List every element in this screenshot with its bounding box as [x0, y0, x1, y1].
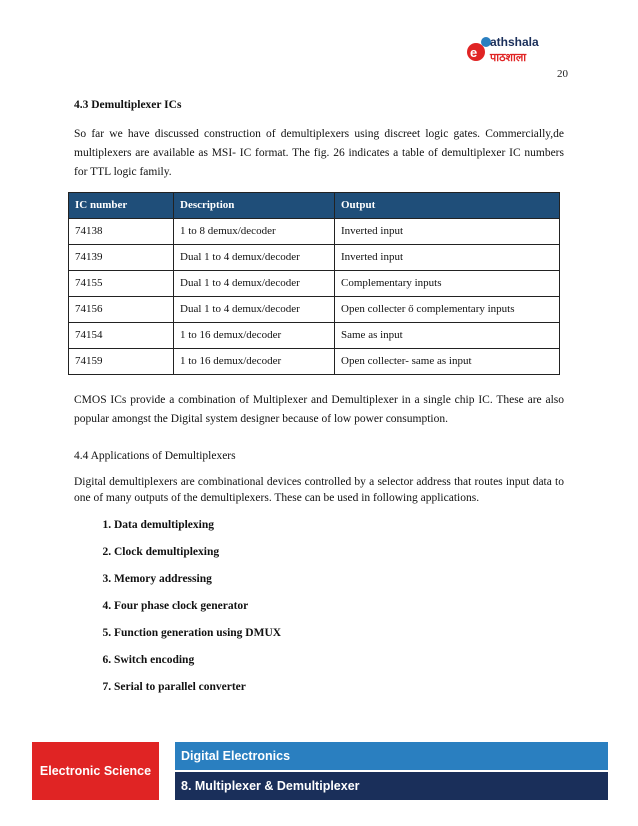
table-cell: Inverted input [335, 219, 560, 245]
table-row [69, 245, 560, 271]
page-number: 20 [557, 68, 568, 80]
svg-text:e: e [470, 45, 478, 60]
epathshala-logo [466, 30, 576, 70]
footer-subject: Electronic Science [32, 742, 159, 800]
table-cell: Open collecter ő complementary inputs [335, 297, 560, 323]
page-footer [32, 742, 608, 800]
list-item: 5. Function generation using DMUX [114, 624, 564, 643]
list-item: 6. Switch encoding [114, 651, 564, 670]
table-row [69, 323, 560, 349]
logo-english-text: athshala [490, 35, 539, 49]
header-description: Description [174, 193, 335, 219]
applications-paragraph: Digital demultiplexers are combinational devices controlled by a selector address that routes input data to one of many outputs of the demultiplexers. These can be used in following applications. [74, 476, 564, 504]
section-heading-4-3: 4.3 Demultiplexer ICs [74, 99, 182, 111]
table-cell: 74156 [69, 297, 174, 323]
table-cell: 74159 [69, 349, 174, 375]
list-item: 3. Memory addressing [114, 570, 564, 589]
header-ic-number: IC number [69, 193, 174, 219]
table-row [69, 219, 560, 245]
table-cell: Complementary inputs [335, 271, 560, 297]
table-header-row [69, 193, 560, 219]
list-item: 7. Serial to parallel converter [114, 678, 564, 697]
list-item: 1. Data demultiplexing [114, 516, 564, 535]
table-cell: Dual 1 to 4 demux/decoder [174, 297, 335, 323]
table-cell: 1 to 16 demux/decoder [174, 349, 335, 375]
list-item: 2. Clock demultiplexing [114, 543, 564, 562]
header-output: Output [335, 193, 560, 219]
cmos-paragraph: CMOS ICs provide a combination of Multiplexer and Demultiplexer in a single chip IC. These are also popular amongst the Digital system designer because of low power consumption. [74, 394, 564, 425]
table-cell: 74138 [69, 219, 174, 245]
table-cell: Same as input [335, 323, 560, 349]
table-cell: Open collecter- same as input [335, 349, 560, 375]
table-cell: 74155 [69, 271, 174, 297]
table-cell: Dual 1 to 4 demux/decoder [174, 271, 335, 297]
table-row [69, 271, 560, 297]
main-content [74, 96, 564, 705]
applications-list [74, 516, 564, 697]
footer-module-title: 8. Multiplexer & Demultiplexer [175, 772, 608, 800]
table-row [69, 349, 560, 375]
intro-paragraph: So far we have discussed construction of demultiplexers using discreet logic gates. Commercially,de multiplexers are available as MSI- IC format. The fig. 26 indicates a table of demultiplexer IC numbers for TTL logic family. [74, 128, 564, 178]
table-cell: 1 to 16 demux/decoder [174, 323, 335, 349]
table-cell: Inverted input [335, 245, 560, 271]
list-item: 4. Four phase clock generator [114, 597, 564, 616]
footer-paper-title: Digital Electronics [175, 742, 608, 770]
section-heading-4-4: 4.4 Applications of Demultiplexers [74, 450, 236, 462]
table-cell: Dual 1 to 4 demux/decoder [174, 245, 335, 271]
table-row [69, 297, 560, 323]
demux-ic-table [68, 192, 560, 375]
table-cell: 74139 [69, 245, 174, 271]
table-cell: 1 to 8 demux/decoder [174, 219, 335, 245]
table-cell: 74154 [69, 323, 174, 349]
logo-hindi-text: पाठशाला [490, 51, 527, 64]
